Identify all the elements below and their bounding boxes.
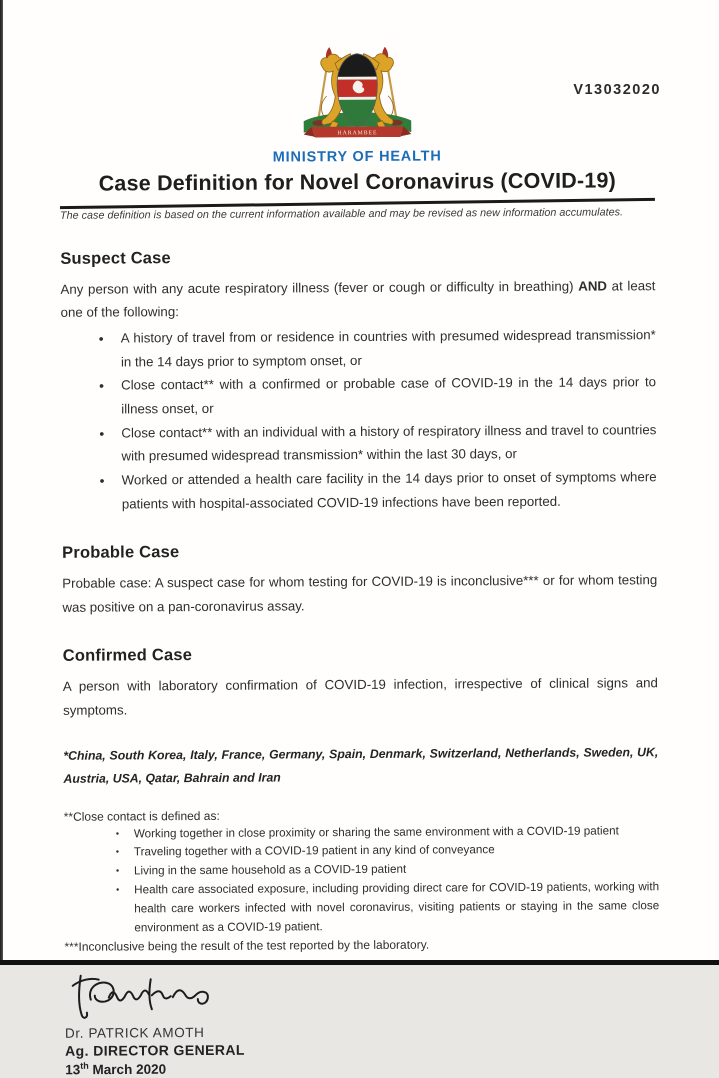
suspect-bullet-text: A history of travel from or residence in countries with presumed widespread transmission* in the 14 days prior to symptom onset, or xyxy=(120,327,656,370)
footnote-list xyxy=(64,822,660,939)
bullet-marker-icon xyxy=(116,863,134,882)
date-day: 13 xyxy=(65,1062,81,1078)
footnote-item-text: Traveling together with a COVID-19 patient in any kind of conveyance xyxy=(133,843,495,859)
footnote-close-contact-label: **Close contact is defined as: xyxy=(63,808,220,824)
suspect-intro-pre: Any person with any acute respiratory illness (fever or cough or difficulty in breathing) xyxy=(60,278,579,297)
suspect-intro-and: AND xyxy=(578,278,608,294)
bullet-marker-icon xyxy=(116,882,134,939)
suspect-bullet-item xyxy=(61,323,656,374)
suspect-bullet-list xyxy=(61,323,657,516)
banner-ribbon-icon xyxy=(303,126,411,137)
signature-block xyxy=(65,966,661,1077)
date-suffix: th xyxy=(80,1060,89,1071)
date-rest: March 2020 xyxy=(88,1061,167,1078)
confirmed-body: A person with laboratory confirmation of COVID-19 infection, irrespective of clinical signs and symptoms. xyxy=(62,675,658,718)
signature-date xyxy=(65,1057,660,1077)
document-title: Case Definition for Novel Coronavirus (COVID-19) xyxy=(98,168,617,196)
suspect-bullet-text: Worked or attended a health care facility in the 14 days prior to onset of symptoms where patients with hospital-associated COVID-19 infections have been reported. xyxy=(121,469,657,511)
scan-left-edge-artifact xyxy=(0,0,3,965)
suspect-bullet-text: Close contact** with a confirmed or probable case of COVID-19 in the 14 days prior to illness onset, or xyxy=(121,374,657,417)
signature-scribble-icon xyxy=(65,966,660,1022)
bullet-marker-icon xyxy=(99,374,121,421)
suspect-intro-post: at least one of the following: xyxy=(60,277,656,321)
scan-bottom-bar-artifact xyxy=(0,960,719,965)
emblem-container xyxy=(59,0,655,149)
bullet-marker-icon xyxy=(116,844,134,863)
footnote-item xyxy=(64,879,659,939)
document-subtitle: The case definition is based on the current information available and may be revised as new information accumulates. xyxy=(59,205,624,222)
banner-text: HARAMBEE xyxy=(337,130,378,137)
version-code: V13032020 xyxy=(573,82,661,98)
bullet-marker-icon xyxy=(99,326,121,373)
signatory-title: Ag. DIRECTOR GENERAL xyxy=(65,1041,245,1060)
footnote-item-text: Health care associated exposure, including providing direct care for COVID-19 patients, working with health care workers infected with novel coronavirus, visiting patients or staying in the same close environment as a COVID-19 patient. xyxy=(134,880,660,935)
footnote-item-text: Working together in close proximity or sharing the same environment with a COVID-19 patient xyxy=(133,823,619,840)
suspect-bullet-item xyxy=(62,465,657,516)
suspect-intro xyxy=(60,274,655,325)
footnote-item-text: Living in the same household as a COVID-19 patient xyxy=(133,863,407,878)
bullet-marker-icon xyxy=(100,468,122,515)
suspect-bullet-text: Close contact** with an individual with a history of respiratory illness and travel to countries with presumed widespread transmission* within the last 30 days, or xyxy=(121,421,657,464)
suspect-bullet-item xyxy=(61,370,656,421)
kenya-coat-of-arms-icon xyxy=(288,46,425,143)
footnote-countries: *China, South Korea, Italy, France, Germany, Spain, Denmark, Switzerland, Netherlands, Sweden, UK, Austria, USA, Qatar, Bahrain and Iran xyxy=(63,744,659,786)
footnote-inconclusive: ***Inconclusive being the result of the test reported by the laboratory. xyxy=(64,937,430,955)
suspect-bullet-item xyxy=(61,418,656,469)
section-heading-suspect: Suspect Case xyxy=(60,248,171,268)
section-heading-probable: Probable Case xyxy=(62,543,180,562)
probable-body: Probable case: A suspect case for whom testing for COVID-19 is inconclusive*** or for whom testing was positive on a pan-coronavirus assay. xyxy=(62,572,658,615)
bullet-marker-icon xyxy=(116,825,134,844)
section-heading-confirmed: Confirmed Case xyxy=(62,646,193,666)
ministry-name: MINISTRY OF HEALTH xyxy=(272,148,442,166)
signatory-name: Dr. PATRICK AMOTH xyxy=(64,1025,205,1042)
bullet-marker-icon xyxy=(99,421,121,468)
